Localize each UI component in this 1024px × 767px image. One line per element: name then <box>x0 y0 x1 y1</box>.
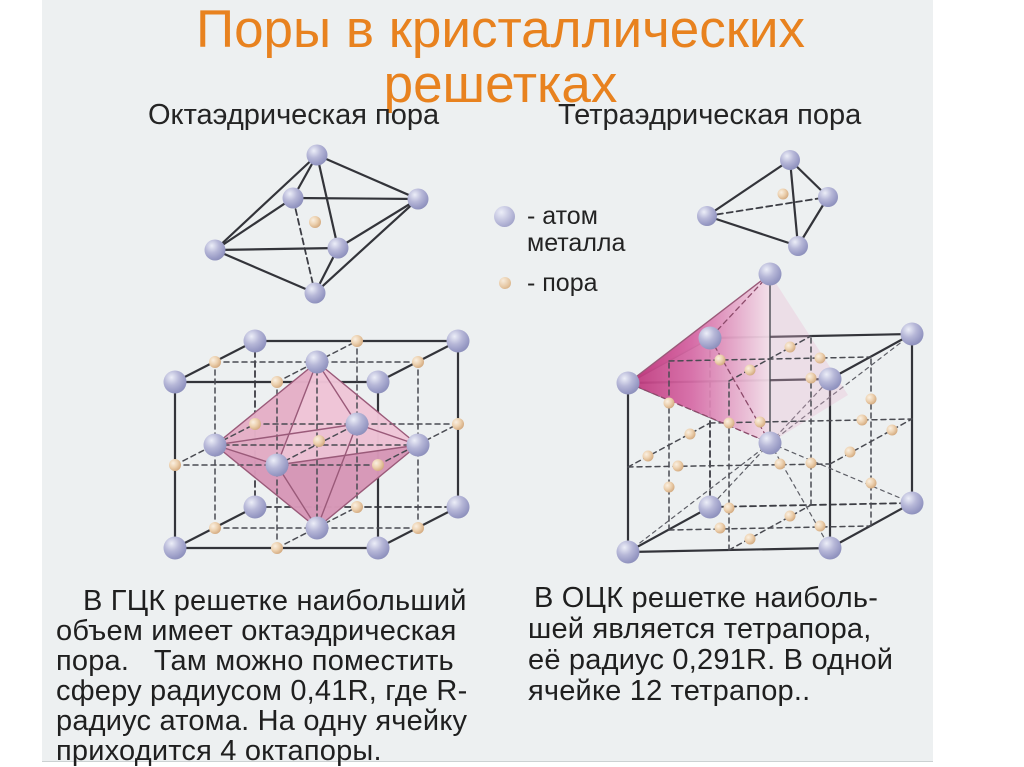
pore-sphere <box>664 482 675 493</box>
octahedral-pore-label: Октаэдрическая пора <box>148 99 440 131</box>
fcc-description-paragraph <box>56 586 528 766</box>
lattice-line <box>707 197 828 216</box>
pore-sphere <box>664 398 675 409</box>
lattice-line <box>293 198 315 293</box>
metal-atom-sphere <box>697 206 717 226</box>
paragraph-line: ячейке 12 тетрапор.. <box>528 675 811 707</box>
metal-atom-sphere <box>244 330 267 353</box>
metal-atom-sphere <box>407 434 430 457</box>
metal-atom-sphere <box>306 517 329 540</box>
pore-sphere <box>778 189 789 200</box>
pore-sphere <box>845 447 856 458</box>
pore-sphere <box>806 373 817 384</box>
metal-atom-sphere <box>788 236 808 256</box>
pore-sphere <box>785 342 796 353</box>
metal-atom-sphere <box>306 351 329 374</box>
pore-sphere <box>412 522 424 534</box>
metal-atom-sphere-icon <box>494 206 515 227</box>
paragraph-line: пора. Там можно поместить <box>56 645 454 677</box>
pore-sphere <box>745 365 756 376</box>
pore-sphere <box>815 521 826 532</box>
metal-atom-sphere <box>367 537 390 560</box>
pore-sphere <box>715 523 726 534</box>
metal-atom-sphere <box>244 496 267 519</box>
lattice-line <box>215 250 315 293</box>
pore-sphere <box>351 501 363 513</box>
legend-row-atom <box>494 203 684 257</box>
legend <box>494 203 684 310</box>
lattice-line <box>707 160 790 216</box>
pore-sphere <box>673 461 684 472</box>
pore-sphere <box>815 353 826 364</box>
metal-atom-sphere <box>164 537 187 560</box>
metal-atom-sphere <box>901 492 924 515</box>
lattice-line <box>215 248 338 250</box>
paragraph-line: радиус атома. На одну ячейку <box>56 705 468 737</box>
pore-sphere <box>866 394 877 405</box>
paragraph-line: её радиус 0,291R. В одной <box>528 644 894 676</box>
pore-sphere <box>372 459 384 471</box>
pore-sphere <box>209 356 221 368</box>
metal-atom-sphere <box>617 372 640 395</box>
metal-atom-sphere <box>307 145 328 166</box>
pore-sphere <box>249 418 261 430</box>
metal-atom-sphere <box>305 283 326 304</box>
pore-sphere <box>887 425 898 436</box>
metal-atom-sphere <box>617 541 640 564</box>
metal-atom-sphere <box>819 368 842 391</box>
pore-sphere <box>724 503 735 514</box>
metal-atom-sphere <box>901 323 924 346</box>
pore-sphere <box>775 459 786 470</box>
metal-atom-sphere <box>205 240 226 261</box>
tetrahedral-pore-diagram <box>697 150 838 256</box>
slide-title <box>42 2 933 112</box>
pore-sphere <box>755 417 766 428</box>
pore-sphere <box>866 478 877 489</box>
metal-atom-sphere <box>759 263 782 286</box>
title-line-1: Поры в кристаллических <box>195 0 805 59</box>
metal-atom-sphere <box>283 188 304 209</box>
pore-sphere <box>785 511 796 522</box>
pore-sphere <box>857 415 868 426</box>
lattice-line <box>293 198 418 199</box>
title-line-2: решетках <box>383 55 618 114</box>
paragraph-line: приходится 4 октапоры. <box>56 735 382 767</box>
legend-row-pore <box>494 270 684 297</box>
pore-sphere <box>685 429 696 440</box>
lattice-line <box>710 443 770 507</box>
lattice-line <box>338 199 418 248</box>
tetrahedral-pore-label: Тетраэдрическая пора <box>558 99 862 131</box>
pore-sphere <box>724 418 735 429</box>
fcc-lattice-diagram <box>164 330 470 560</box>
lattice-line <box>770 443 912 503</box>
pore-sphere <box>351 335 363 347</box>
paragraph-line: В ОЦК решетке наиболь- <box>534 582 879 614</box>
lattice-line <box>707 216 798 246</box>
pore-sphere <box>313 435 325 447</box>
metal-atom-sphere <box>699 327 722 350</box>
lattice-line <box>317 155 338 248</box>
paragraph-line: сферу радиусом 0,41R, где R- <box>56 675 468 707</box>
pore-sphere <box>309 216 321 228</box>
metal-atom-sphere <box>819 537 842 560</box>
pore-sphere <box>209 522 221 534</box>
metal-atom-sphere <box>367 371 390 394</box>
paragraph-line: В ГЦК решетке наибольший <box>83 585 467 617</box>
legend-pore-label: - пора <box>527 269 598 297</box>
lattice-line <box>317 155 418 199</box>
metal-atom-sphere <box>266 454 289 477</box>
metal-atom-sphere <box>699 496 722 519</box>
metal-atom-sphere <box>204 434 227 457</box>
paragraph-line: объем имеет октаэдрическая <box>56 615 457 647</box>
paragraph-line: шей является тетрапора, <box>528 613 872 645</box>
metal-atom-sphere <box>759 432 782 455</box>
metal-atom-sphere <box>818 187 838 207</box>
pore-sphere-icon <box>499 277 511 289</box>
metal-atom-sphere <box>447 330 470 353</box>
bcc-description-paragraph <box>528 583 948 707</box>
pore-sphere <box>745 534 756 545</box>
pore-sphere <box>412 356 424 368</box>
lattice-line <box>215 198 293 250</box>
octahedral-pore-diagram <box>205 145 429 304</box>
pore-sphere <box>715 355 726 366</box>
pore-sphere <box>271 542 283 554</box>
metal-atom-sphere <box>164 371 187 394</box>
metal-atom-sphere <box>346 413 369 436</box>
metal-atom-sphere <box>328 238 349 259</box>
pore-sphere <box>271 376 283 388</box>
pore-sphere <box>643 451 654 462</box>
metal-atom-sphere <box>780 150 800 170</box>
pore-sphere <box>452 418 464 430</box>
metal-atom-sphere <box>408 189 429 210</box>
metal-atom-sphere <box>447 496 470 519</box>
pore-sphere <box>169 459 181 471</box>
legend-atom-label: - атом металла <box>527 202 626 257</box>
pore-sphere <box>806 458 817 469</box>
lattice-line <box>669 526 871 530</box>
